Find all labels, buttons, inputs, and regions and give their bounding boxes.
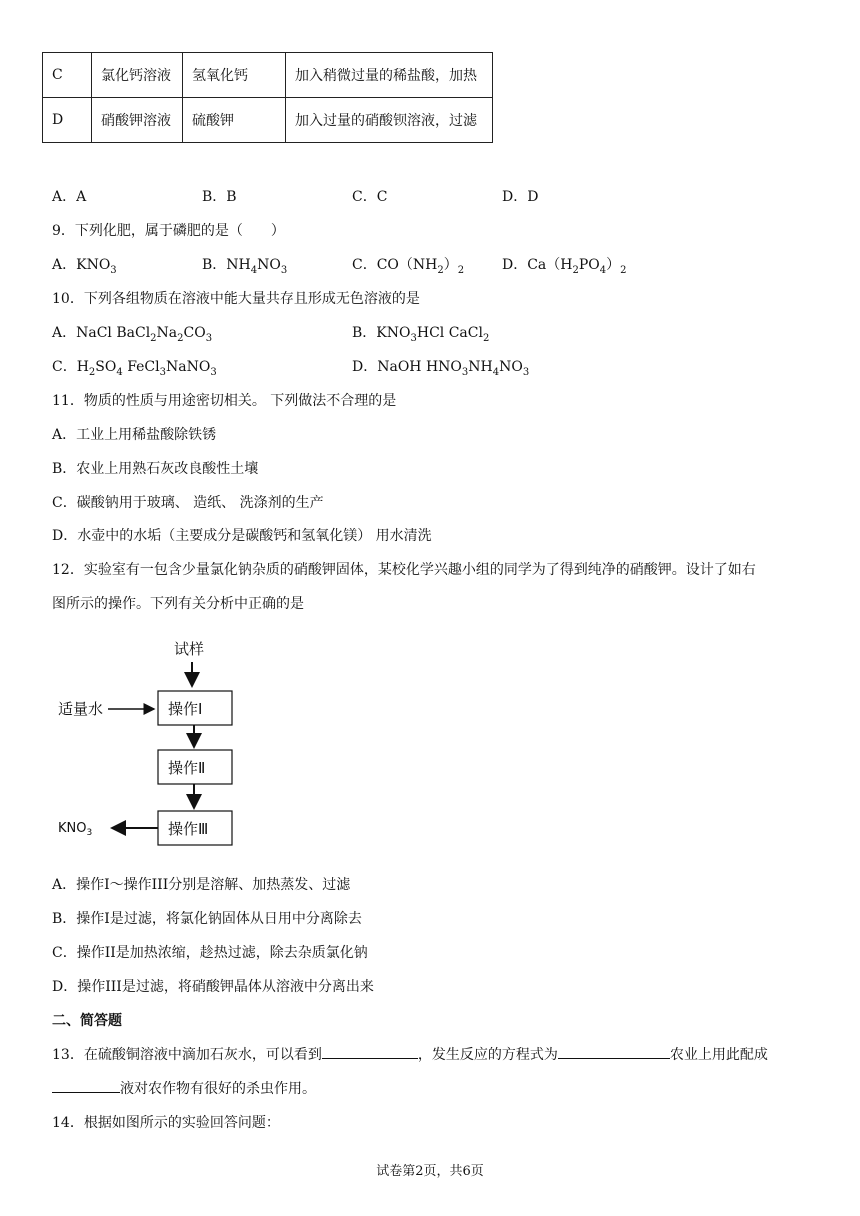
q12-stem-line2: 图所示的操作。下列有关分析中正确的是 — [52, 596, 304, 612]
answer-blank-1[interactable] — [322, 1044, 418, 1059]
q12-choice-d: D．操作III是过滤，将硝酸钾晶体从溶液中分离出来 — [52, 979, 374, 995]
q11-stem: 11．物质的性质与用途密切相关。 下列做法不合理的是 — [52, 393, 397, 409]
q13-part2: ，发生反应的方程式为 — [417, 1047, 558, 1063]
q9-choice-d: D．$Ca(H_2PO_4)_2$ — [502, 257, 627, 276]
op1-label: 操作Ⅰ — [168, 700, 203, 718]
q9-choice-b: B．$NH_4NO_3$ — [202, 257, 288, 276]
row-method: 加入过量的硝酸钡溶液，过滤 — [286, 98, 493, 143]
page-footer: 试卷第2页，共6页 — [376, 1164, 484, 1179]
options-table — [42, 52, 493, 143]
row-method: 加入稍微过量的稀盐酸，加热 — [286, 53, 493, 98]
section-title: 二、简答题 — [52, 1013, 122, 1029]
q12-stem-line1: 12．实验室有一包含少量氯化钠杂质的硝酸钾固体，某校化学兴趣小组的同学为了得到纯净的硝酸钾。设计了如右 — [52, 562, 756, 578]
water-label: 适量水 — [58, 700, 104, 718]
answer-blank-3[interactable] — [52, 1078, 120, 1093]
q12-flow-diagram — [40, 630, 300, 860]
q10-choice-b: B．$KNO_3HCl$ CaCl$_2$ — [352, 325, 490, 344]
q8-choice-b: B．B — [202, 189, 237, 205]
row-impurity: 氢氧化钙 — [183, 53, 286, 98]
q13-part1: 13．在硫酸铜溶液中滴加石灰水，可以看到 — [52, 1047, 322, 1063]
q9-choice-a: A．$KNO_3$ — [52, 257, 117, 276]
q10-choice-c: C．$H_2SO_4$ FeCl$_3$NaNO$_3$ — [52, 359, 217, 378]
q11-choice-b: B．农业上用熟石灰改良酸性土壤 — [52, 461, 259, 477]
row-substance: 氯化钙溶液 — [92, 53, 183, 98]
q12-choice-b: B．操作I是过滤，将氯化钠固体从日用中分离除去 — [52, 911, 362, 927]
product-label: $KNO_3$ — [58, 821, 93, 838]
q13-line2 — [52, 1078, 316, 1098]
op2-label: 操作Ⅱ — [168, 759, 206, 777]
q10-choice-d: D．NaOH $HNO_3NH_4NO_3$ — [352, 359, 530, 378]
row-impurity: 硫酸钾 — [183, 98, 286, 143]
q12-choice-a: A．操作I～操作III分别是溶解、加热蒸发、过滤 — [52, 877, 351, 893]
row-letter: D — [43, 98, 92, 143]
q8-choice-a: A．A — [52, 189, 87, 205]
q11-choice-c: C．碳酸钠用于玻璃、 造纸、 洗涤剂的生产 — [52, 495, 324, 511]
q10-stem: 10．下列各组物质在溶液中能大量共存且形成无色溶液的是 — [52, 291, 420, 307]
row-letter: C — [43, 53, 92, 98]
q13-part3: 农业上用此配成 — [669, 1047, 768, 1063]
q11-choice-d: D．水壶中的水垢（主要成分是碳酸钙和氢氧化镁） 用水清洗 — [52, 528, 432, 544]
q8-choice-c: C．C — [352, 189, 388, 205]
table-row — [43, 98, 493, 143]
q13-part4: 液对农作物有很好的杀虫作用。 — [120, 1081, 316, 1097]
row-substance: 硝酸钾溶液 — [92, 98, 183, 143]
answer-blank-2[interactable] — [558, 1044, 670, 1059]
q12-choice-c: C．操作II是加热浓缩，趁热过滤，除去杂质氯化钠 — [52, 945, 368, 961]
sample-label: 试样 — [174, 640, 205, 658]
q11-choice-a: A．工业上用稀盐酸除铁锈 — [52, 427, 217, 443]
q13-line1 — [52, 1044, 768, 1064]
q10-choice-a: A．NaCl $BaCl_2Na_2CO_3$ — [52, 325, 213, 344]
q14-stem: 14．根据如图所示的实验回答问题： — [52, 1115, 280, 1131]
q9-stem: 9．下列化肥，属于磷肥的是（ ） — [52, 223, 285, 239]
op3-label: 操作Ⅲ — [168, 820, 209, 838]
q8-choice-d: D．D — [502, 189, 539, 205]
q9-choice-c: C．$CO(NH_2)_2$ — [352, 257, 465, 276]
table-row — [43, 53, 493, 98]
